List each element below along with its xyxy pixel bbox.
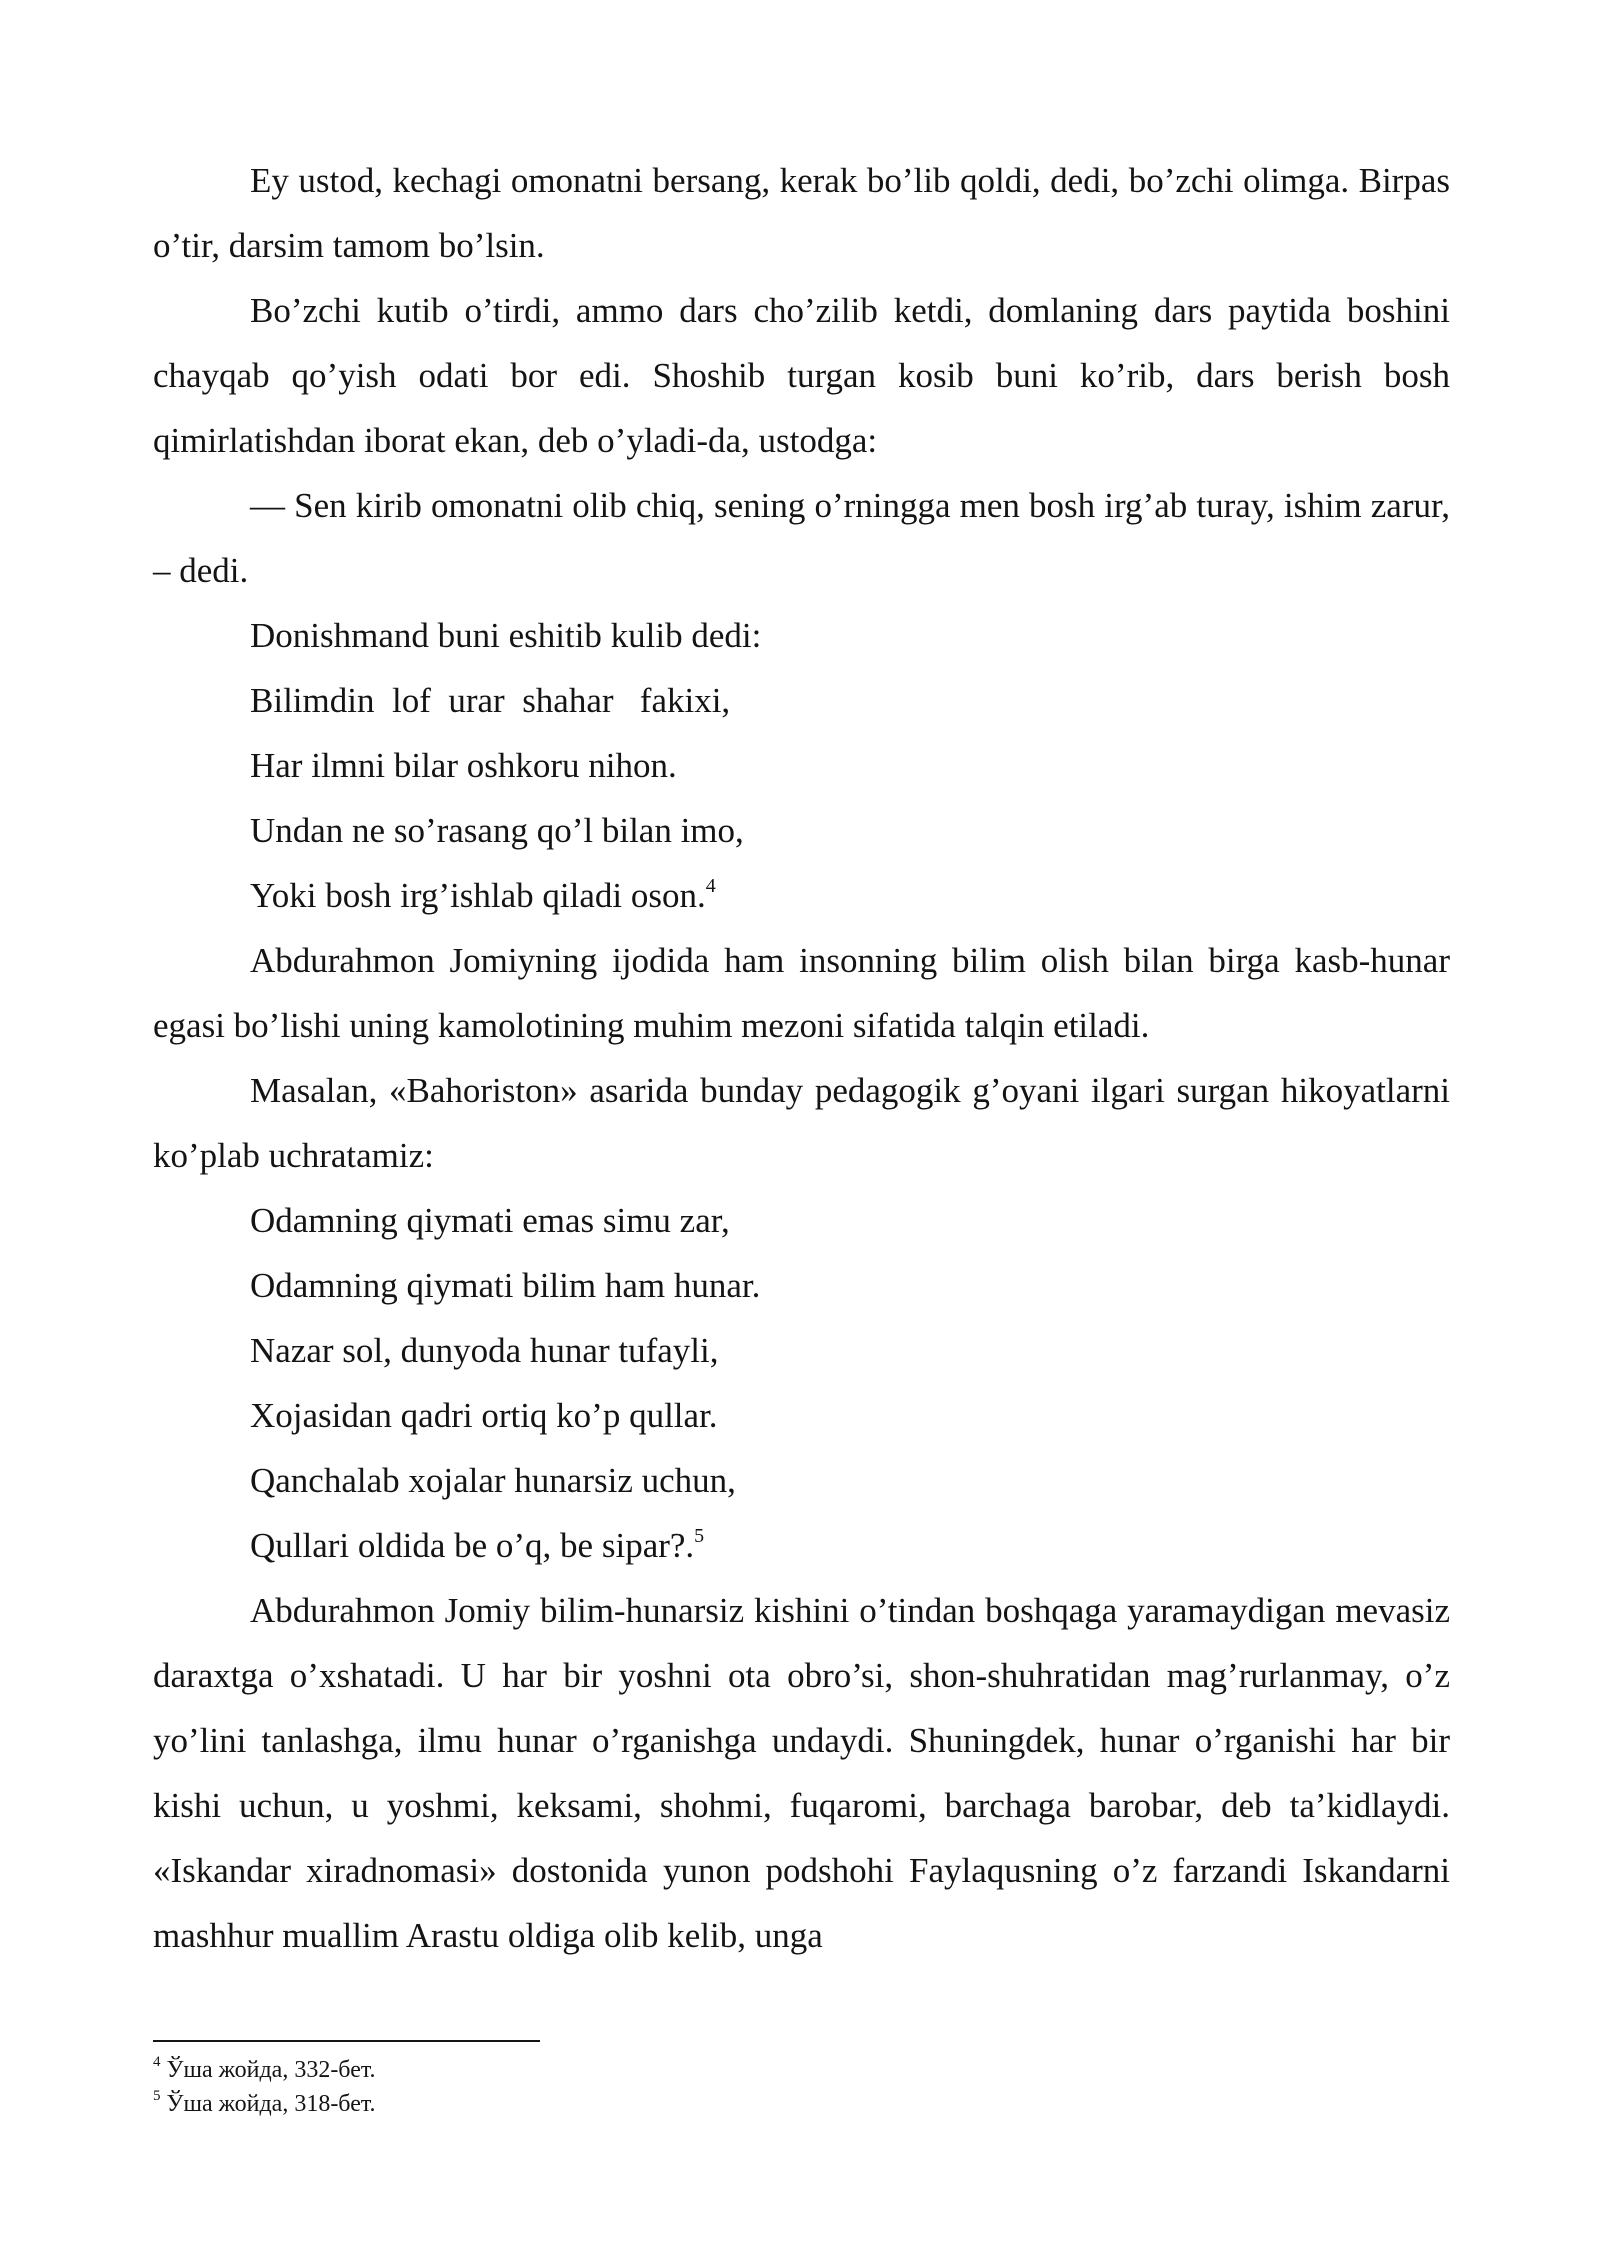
paragraph: Abdurahmon Jomiyning ijodida ham insonning bilim olish bilan birga kasb-hunar egasi bo’lishi uning kamolotining muhim mezoni sifatida talqin etiladi. [153,941,1450,1045]
footnote-ref[interactable]: 5 [694,1525,705,1548]
footnote [153,2087,1450,2121]
paragraph: Ey ustod, kechagi omonatni bersang, kerak bo’lib qoldi, dedi, bo’zchi olimga. Birpas o’tir, darsim tamom bo’lsin. [153,161,1450,265]
body-text [153,148,1450,1968]
verse-line: Nazar sol, dunyoda hunar tufayli, [250,1331,719,1370]
paragraph: Donishmand buni eshitib kulib dedi: [250,616,762,655]
verse-line: Xojasidan qadri ortiq ko’p qullar. [250,1396,718,1435]
verse-line-text: Yoki bosh irg’ishlab qiladi oson. [250,876,706,915]
verse-line: Bilimdin lof urar shahar fakixi, [250,681,731,720]
paragraph: — Sen kirib omonatni olib chiq, sening o’rningga men bosh irg’ab turay, ishim zarur, – dedi. [153,486,1450,590]
verse-line [153,863,1450,928]
verse-line: Odamning qiymati bilim ham hunar. [250,1266,761,1305]
paragraph: Masalan, «Bahoriston» asarida bunday pedagogik g’oyani ilgari surgan hikoyatlarni ko’plab uchratamiz: [153,1071,1450,1175]
footnote-number: 4 [153,2054,161,2070]
verse-line-text: Qullari oldida be o’q, be sipar?. [250,1526,695,1565]
footnote-number: 5 [153,2088,161,2104]
footnote-separator [153,2040,540,2042]
verse-line [153,1513,1450,1578]
footnote-ref[interactable]: 4 [705,875,716,898]
footnote-text: Ўша жойда, 318-бет. [166,2091,376,2117]
verse-line: Har ilmni bilar oshkoru nihon. [250,746,677,785]
paragraph: Bo’zchi kutib o’tirdi, ammo dars cho’zilib ketdi, domlaning dars paytida boshini chayqab qo’yish odati bor edi. Shoshib turgan kosib buni ko’rib, dars berish bosh qimirlatishdan iborat ekan, deb o’yladi-da, ustodga: [153,291,1450,460]
verse-line: Qanchalab xojalar hunarsiz uchun, [250,1461,736,1500]
paragraph: Abdurahmon Jomiy bilim-hunarsiz kishini o’tindan boshqaga yaramaydigan mevasiz daraxtga o’xshatadi. U har bir yoshni ota obro’si, shon-shuhratidan mag’rurlanmay, o’z yo’lini tanlashga, ilmu hunar o’rganishga undaydi. Shuningdek, hunar o’rganishi har bir kishi uchun, u yoshmi, keksami, shohmi, fuqaromi, barchaga barobar, deb ta’kidlaydi. «Iskandar xiradnomasi» dostonida yunon podshohi Faylaqusning o’z farzandi Iskandarni mashhur muallim Arastu oldiga olib kelib, unga [153,1591,1450,1955]
footnote-text: Ўша жойда, 332-бет. [166,2057,376,2083]
footnotes [153,2053,1450,2121]
verse-line: Odamning qiymati emas simu zar, [250,1201,730,1240]
verse-line: Undan ne so’rasang qo’l bilan imo, [250,811,744,850]
footnote [153,2053,1450,2087]
